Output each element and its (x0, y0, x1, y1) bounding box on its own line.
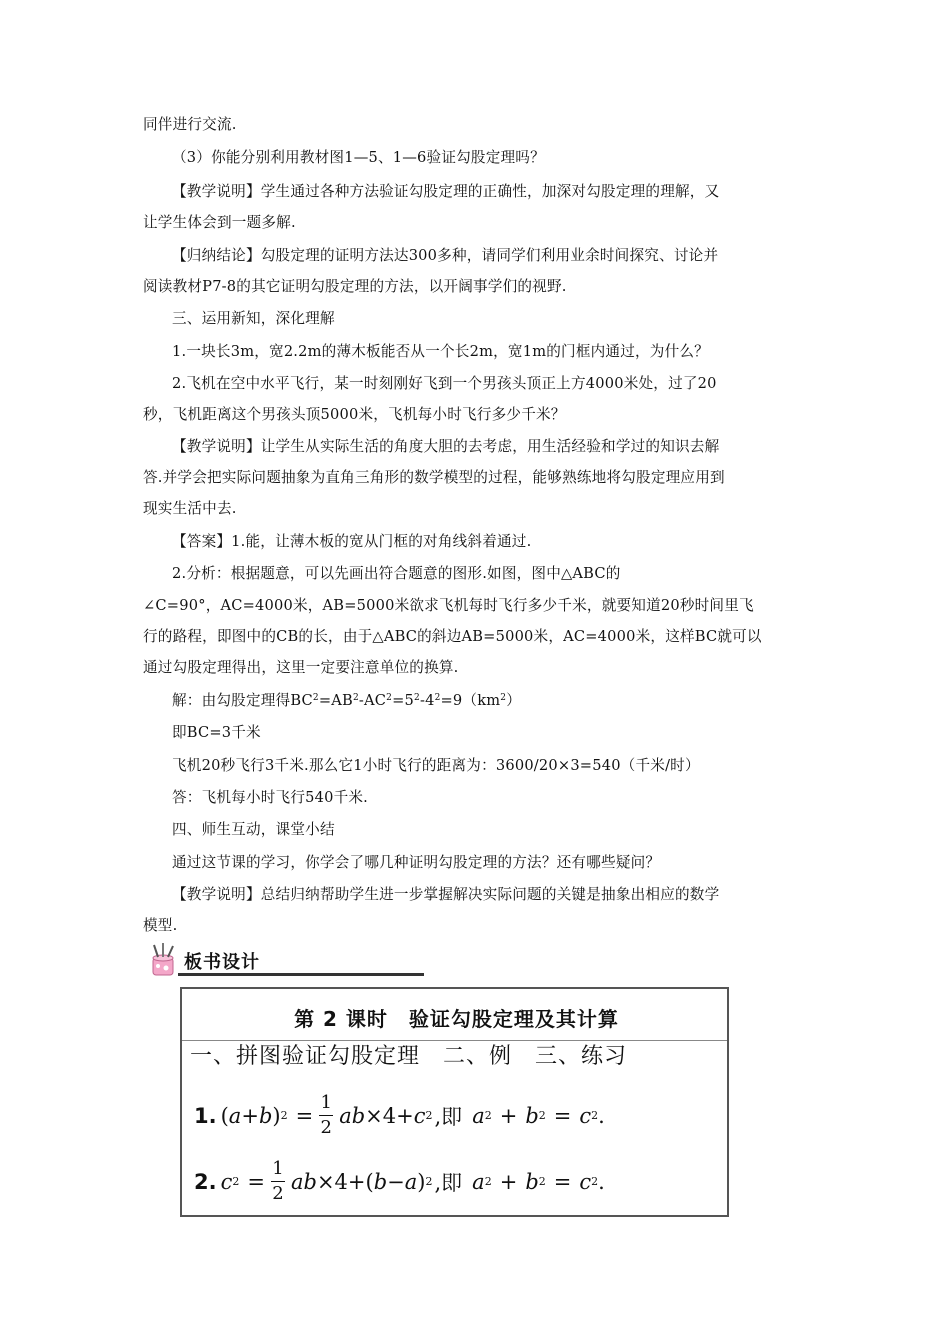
paragraph-line: 飞机20秒飞行3千米.那么它1小时飞行的距离为：3600/20×3=540（千米/时） (172, 757, 700, 774)
pencil-cup-icon (144, 942, 180, 978)
paragraph-line: 2.飞机在空中水平飞行，某一时刻刚好飞到一个男孩头顶正上方4000米处，过了20 (172, 375, 717, 392)
fraction-one-half (271, 1159, 285, 1204)
paragraph-line: 阅读教材P7-8的其它证明勾股定理的方法，以开阔事学们的视野. (143, 278, 567, 295)
section-heading: 四、师生互动，课堂小结 (172, 821, 335, 838)
formula-token: b (525, 1103, 539, 1128)
formula-token: . (598, 1103, 605, 1128)
formula-token: a (472, 1169, 485, 1194)
section-underline (178, 973, 424, 976)
formula-number: 2. (194, 1169, 217, 1194)
formula-token: = (247, 1169, 265, 1194)
formula-number: 1. (194, 1103, 217, 1128)
paragraph-line: 【答案】1.能，让薄木板的宽从门框的对角线斜着通过. (172, 533, 532, 550)
formula-token: . (598, 1169, 605, 1194)
superscript: 2 (414, 693, 420, 703)
paragraph-line: （3）你能分别利用教材图1—5、1—6验证勾股定理吗？ (172, 149, 545, 166)
formula-2: 2. c 2 = $\frac{1}{2}$ ab ×4+( b − a ) 2 ,即 a 2 + b 2 = c 2 . (194, 1158, 605, 1204)
paragraph-line: 让学生体会到一题多解. (143, 214, 296, 231)
fraction-numerator: 1 (272, 1158, 284, 1179)
formula-token: b (258, 1103, 273, 1128)
superscript: 2 (386, 693, 393, 703)
formula-token: ) (417, 1169, 426, 1194)
paragraph-line: 2.分析：根据题意，可以先画出符合题意的图形.如图，图中△ABC的 (172, 565, 621, 582)
paragraph-line: ∠C=90°，AC=4000米，AB=5000米欲求飞机每时飞行多少千米，就要知道20秒时间里飞 (143, 597, 754, 614)
paragraph-line: 秒，飞机距离这个男孩头顶5000米，飞机每小时飞行多少千米？ (143, 406, 566, 423)
paragraph-line: 【教学说明】总结归纳帮助学生进一步掌握解决实际问题的关键是抽象出相应的数学 (172, 886, 720, 903)
fraction-denominator: 2 (272, 1183, 284, 1204)
paragraph-line: 1.一块长3m，宽2.2m的薄木板能否从一个长2m，宽1m的门框内通过，为什么？ (172, 343, 709, 360)
section-heading: 三、运用新知，深化理解 (172, 310, 335, 327)
board-design-box (180, 987, 729, 1217)
section-header (140, 942, 290, 978)
formula-token: ab (290, 1169, 317, 1194)
formula-token: = (553, 1169, 572, 1194)
formula-token: a (472, 1103, 485, 1128)
formula-token: ,即 (434, 1104, 463, 1129)
formula-token: − (387, 1169, 405, 1194)
paragraph-line: 模型. (143, 917, 178, 934)
paragraph-line: 同伴进行交流. (143, 116, 237, 133)
formula-token: + (499, 1103, 518, 1128)
fraction-numerator: 1 (320, 1092, 332, 1113)
formula-token: b (525, 1169, 539, 1194)
formula-token: + (241, 1103, 259, 1128)
solution-text: -AC (358, 692, 387, 709)
formula-token: b (373, 1169, 388, 1194)
paragraph-line: 答：飞机每小时飞行540千米. (172, 789, 369, 806)
solution-text: =9（km (440, 692, 501, 709)
formula-token: ab (339, 1103, 366, 1128)
section-label: 板书设计 (184, 952, 260, 973)
board-subtitle: 一、拼图验证勾股定理 二、例 三、练习 (190, 1044, 628, 1069)
formula-1: 1. ( a + b ) 2 = $\frac{1}{2}$ ab ×4+ c 2 ,即 a 2 + b 2 = c 2 . (194, 1092, 605, 1138)
formula-token: c (220, 1169, 233, 1194)
superscript: 2 (352, 693, 359, 703)
board-title: 第 2 课时 验证勾股定理及其计算 (294, 1007, 619, 1031)
formula-token: a (228, 1103, 242, 1128)
paragraph-line: 答.并学会把实际问题抽象为直角三角形的数学模型的过程，能够熟练地将勾股定理应用到 (143, 469, 725, 486)
paragraph-line: 现实生活中去. (143, 500, 237, 517)
solution-text: =AB (318, 692, 353, 709)
paragraph-line: 行的路程，即图中的CB的长，由于△ABC的斜边AB=5000米，AC=4000米，这样BC就可以 (143, 628, 762, 645)
solution-text: -4 (419, 692, 435, 709)
formula-token: = (553, 1103, 572, 1128)
paragraph-line: 通过这节课的学习，你学会了哪几种证明勾股定理的方法？还有哪些疑问？ (172, 854, 661, 871)
formula-token: c (579, 1103, 592, 1128)
formula-token: ) (272, 1103, 281, 1128)
formula-token: = (295, 1103, 314, 1128)
formula-token: c (413, 1103, 426, 1128)
paragraph-line: 【教学说明】让学生从实际生活的角度大胆的去考虑，用生活经验和学过的知识去解 (172, 438, 720, 455)
solution-text: =5 (392, 692, 414, 709)
paragraph-line: 通过勾股定理得出，这里一定要注意单位的换算. (143, 659, 459, 676)
solution-text: ） (506, 692, 522, 709)
formula-token: ( (220, 1103, 229, 1128)
superscript: 2 (312, 693, 319, 703)
solution-line (172, 691, 842, 711)
formula-token: ,即 (434, 1170, 463, 1195)
solution-text: 解：由勾股定理得BC (172, 692, 313, 709)
fraction-one-half (319, 1093, 333, 1138)
paragraph-line: 【教学说明】学生通过各种方法验证勾股定理的正确性，加深对勾股定理的理解，又 (172, 183, 720, 200)
formula-token: c (579, 1169, 592, 1194)
formula-token: + (499, 1169, 518, 1194)
formula-token: a (404, 1169, 418, 1194)
formula-token: ×4+ (365, 1103, 414, 1128)
superscript: 2 (500, 693, 507, 703)
formula-token: ×4+( (316, 1169, 374, 1194)
paragraph-line: 【归纳结论】勾股定理的证明方法达300多种，请同学们利用业余时间探究、讨论并 (172, 247, 719, 264)
superscript: 2 (434, 693, 441, 703)
paragraph-line: 即BC=3千米 (172, 724, 261, 741)
fraction-denominator: 2 (320, 1117, 332, 1138)
